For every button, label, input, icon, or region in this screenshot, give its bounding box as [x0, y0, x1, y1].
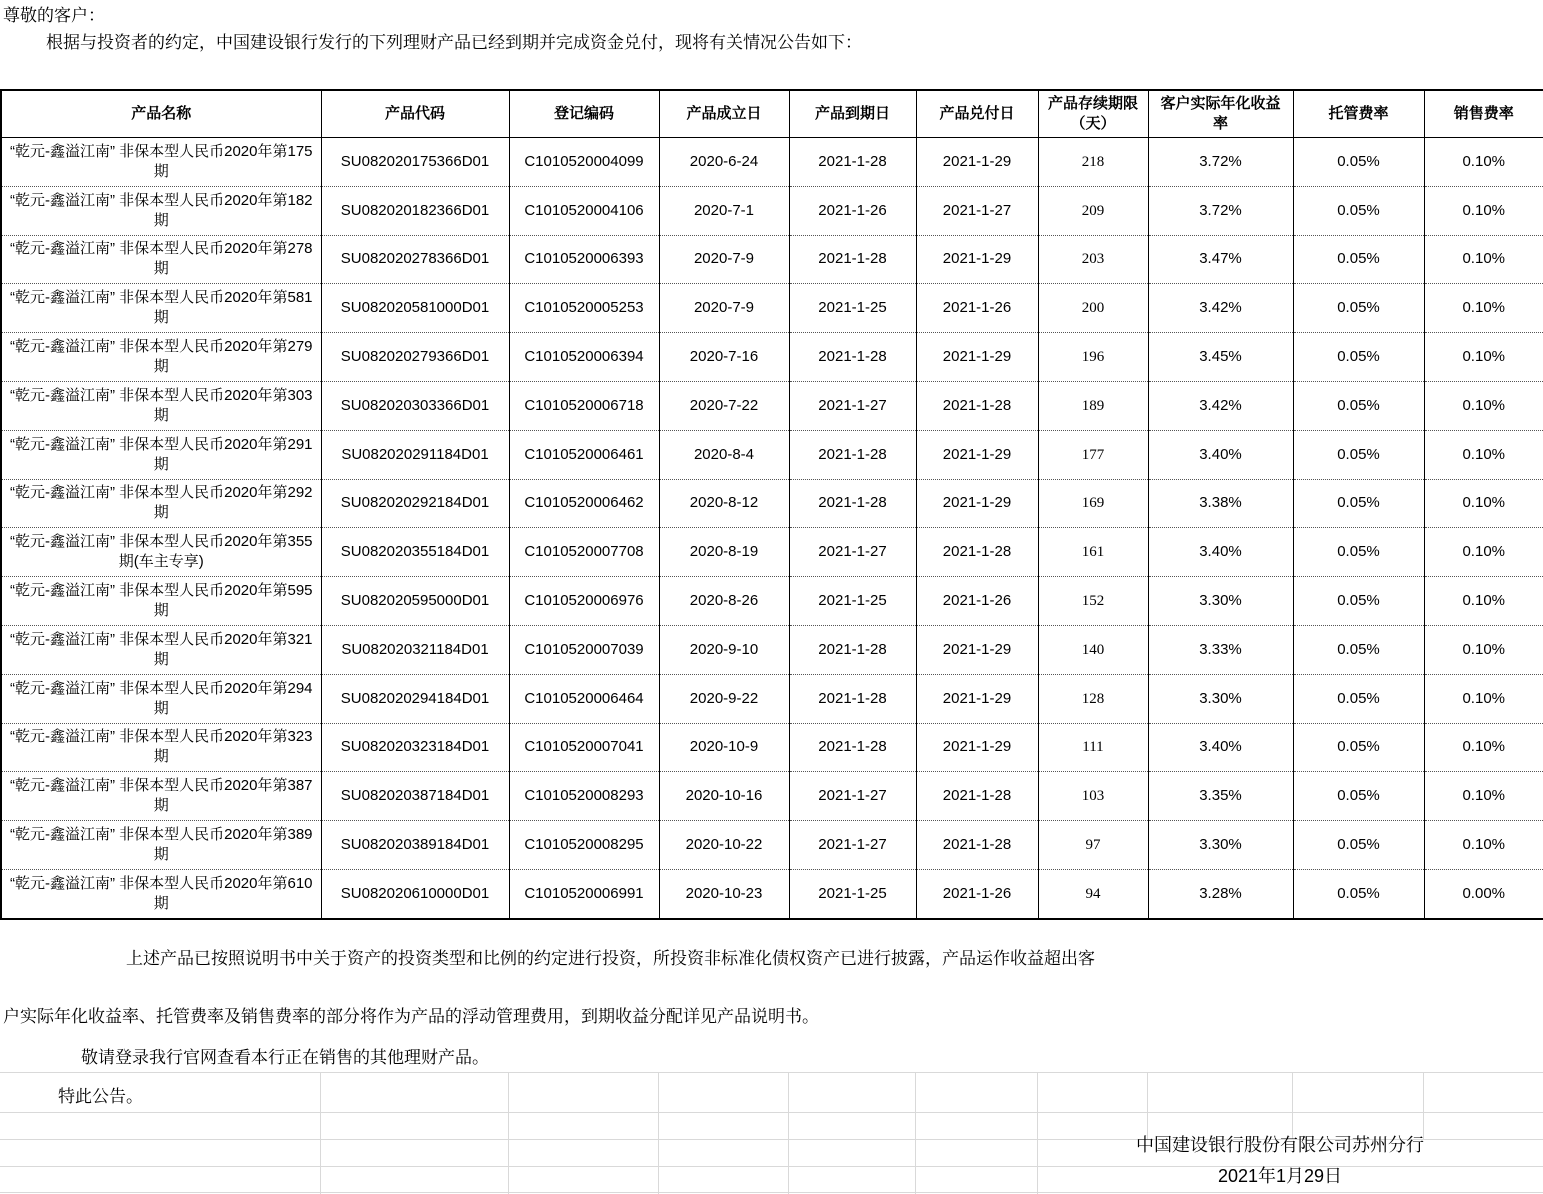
cell-registration-code: C1010520004099 [509, 138, 659, 187]
cell-maturity-date: 2021-1-25 [789, 577, 916, 626]
cell-registration-code: C1010520006718 [509, 381, 659, 430]
gridline [1292, 1072, 1293, 1139]
table-row [1, 723, 1543, 772]
cell-product-code: SU082020294184D01 [321, 674, 509, 723]
footer-paragraph-1: 上述产品已按照说明书中关于资产的投资类型和比例的约定进行投资，所投资非标准化债权资产已进行披露，产品运作收益超出客 [126, 949, 1095, 968]
cell-registration-code: C1010520008293 [509, 772, 659, 821]
cell-product-code: SU082020292184D01 [321, 479, 509, 528]
cell-annualized-yield: 3.38% [1148, 479, 1293, 528]
cell-start-date: 2020-9-22 [659, 674, 789, 723]
cell-registration-code: C1010520006991 [509, 869, 659, 918]
cell-duration-days: 203 [1038, 235, 1148, 284]
cell-maturity-date: 2021-1-25 [789, 869, 916, 918]
cell-duration-days: 152 [1038, 577, 1148, 626]
cell-start-date: 2020-8-19 [659, 528, 789, 577]
cell-annualized-yield: 3.72% [1148, 138, 1293, 187]
table-row [1, 333, 1543, 382]
cell-payment-date: 2021-1-29 [916, 625, 1038, 674]
cell-registration-code: C1010520006976 [509, 577, 659, 626]
cell-start-date: 2020-8-4 [659, 430, 789, 479]
cell-duration-days: 218 [1038, 138, 1148, 187]
cell-product-name: “乾元-鑫溢江南” 非保本型人民币2020年第595期 [1, 577, 321, 626]
cell-duration-days: 111 [1038, 723, 1148, 772]
col-header-custody-fee: 托管费率 [1293, 90, 1424, 138]
cell-payment-date: 2021-1-26 [916, 577, 1038, 626]
cell-annualized-yield: 3.30% [1148, 674, 1293, 723]
cell-payment-date: 2021-1-28 [916, 528, 1038, 577]
table-row [1, 772, 1543, 821]
cell-custody-fee: 0.05% [1293, 138, 1424, 187]
cell-sales-fee: 0.10% [1424, 333, 1543, 382]
cell-start-date: 2020-10-22 [659, 821, 789, 870]
cell-custody-fee: 0.05% [1293, 625, 1424, 674]
cell-registration-code: C1010520004106 [509, 186, 659, 235]
cell-product-name: “乾元-鑫溢江南” 非保本型人民币2020年第323期 [1, 723, 321, 772]
cell-duration-days: 94 [1038, 869, 1148, 918]
cell-registration-code: C1010520006461 [509, 430, 659, 479]
cell-maturity-date: 2021-1-28 [789, 674, 916, 723]
cell-sales-fee: 0.10% [1424, 625, 1543, 674]
gridline [915, 1072, 916, 1194]
table-row [1, 284, 1543, 333]
cell-registration-code: C1010520006462 [509, 479, 659, 528]
gridline [0, 1192, 1543, 1193]
cell-product-name: “乾元-鑫溢江南” 非保本型人民币2020年第278期 [1, 235, 321, 284]
cell-sales-fee: 0.10% [1424, 821, 1543, 870]
cell-product-name: “乾元-鑫溢江南” 非保本型人民币2020年第294期 [1, 674, 321, 723]
cell-annualized-yield: 3.30% [1148, 821, 1293, 870]
col-header-product-name: 产品名称 [1, 90, 321, 138]
table-row [1, 528, 1543, 577]
gridline [320, 1072, 321, 1194]
table-row [1, 430, 1543, 479]
cell-payment-date: 2021-1-28 [916, 772, 1038, 821]
table-row [1, 186, 1543, 235]
cell-duration-days: 189 [1038, 381, 1148, 430]
header-row [1, 90, 1543, 138]
gridline [658, 1072, 659, 1194]
cell-annualized-yield: 3.28% [1148, 869, 1293, 918]
cell-custody-fee: 0.05% [1293, 235, 1424, 284]
cell-registration-code: C1010520006464 [509, 674, 659, 723]
cell-maturity-date: 2021-1-28 [789, 723, 916, 772]
cell-payment-date: 2021-1-26 [916, 284, 1038, 333]
cell-annualized-yield: 3.47% [1148, 235, 1293, 284]
col-header-maturity-date: 产品到期日 [789, 90, 916, 138]
cell-registration-code: C1010520007041 [509, 723, 659, 772]
cell-registration-code: C1010520006394 [509, 333, 659, 382]
footer-paragraph-4: 特此公告。 [58, 1087, 143, 1106]
cell-duration-days: 103 [1038, 772, 1148, 821]
cell-payment-date: 2021-1-27 [916, 186, 1038, 235]
cell-sales-fee: 0.10% [1424, 381, 1543, 430]
cell-product-name: “乾元-鑫溢江南” 非保本型人民币2020年第581期 [1, 284, 321, 333]
cell-start-date: 2020-8-12 [659, 479, 789, 528]
cell-maturity-date: 2021-1-28 [789, 479, 916, 528]
cell-product-code: SU082020182366D01 [321, 186, 509, 235]
cell-maturity-date: 2021-1-28 [789, 138, 916, 187]
cell-payment-date: 2021-1-28 [916, 381, 1038, 430]
cell-start-date: 2020-9-10 [659, 625, 789, 674]
cell-duration-days: 128 [1038, 674, 1148, 723]
cell-maturity-date: 2021-1-25 [789, 284, 916, 333]
cell-maturity-date: 2021-1-28 [789, 235, 916, 284]
cell-start-date: 2020-7-16 [659, 333, 789, 382]
gridline [0, 1072, 1543, 1073]
cell-product-code: SU082020279366D01 [321, 333, 509, 382]
cell-sales-fee: 0.10% [1424, 528, 1543, 577]
cell-annualized-yield: 3.42% [1148, 381, 1293, 430]
cell-product-code: SU082020389184D01 [321, 821, 509, 870]
cell-duration-days: 97 [1038, 821, 1148, 870]
cell-start-date: 2020-6-24 [659, 138, 789, 187]
cell-product-code: SU082020355184D01 [321, 528, 509, 577]
cell-sales-fee: 0.10% [1424, 284, 1543, 333]
cell-payment-date: 2021-1-29 [916, 333, 1038, 382]
cell-maturity-date: 2021-1-28 [789, 333, 916, 382]
cell-product-code: SU082020323184D01 [321, 723, 509, 772]
col-header-duration-days: 产品存续期限（天） [1038, 90, 1148, 138]
cell-annualized-yield: 3.45% [1148, 333, 1293, 382]
cell-annualized-yield: 3.40% [1148, 430, 1293, 479]
issuer-signature: 中国建设银行股份有限公司苏州分行 [1136, 1135, 1424, 1155]
cell-maturity-date: 2021-1-27 [789, 528, 916, 577]
cell-payment-date: 2021-1-29 [916, 479, 1038, 528]
cell-start-date: 2020-10-16 [659, 772, 789, 821]
cell-custody-fee: 0.05% [1293, 772, 1424, 821]
cell-registration-code: C1010520005253 [509, 284, 659, 333]
cell-payment-date: 2021-1-29 [916, 723, 1038, 772]
cell-sales-fee: 0.10% [1424, 772, 1543, 821]
cell-product-name: “乾元-鑫溢江南” 非保本型人民币2020年第291期 [1, 430, 321, 479]
cell-sales-fee: 0.10% [1424, 577, 1543, 626]
cell-annualized-yield: 3.33% [1148, 625, 1293, 674]
cell-sales-fee: 0.10% [1424, 723, 1543, 772]
cell-product-code: SU082020321184D01 [321, 625, 509, 674]
cell-maturity-date: 2021-1-28 [789, 625, 916, 674]
table-row [1, 674, 1543, 723]
cell-custody-fee: 0.05% [1293, 723, 1424, 772]
cell-custody-fee: 0.05% [1293, 869, 1424, 918]
cell-product-code: SU082020303366D01 [321, 381, 509, 430]
cell-payment-date: 2021-1-29 [916, 235, 1038, 284]
col-header-registration-code: 登记编码 [509, 90, 659, 138]
cell-product-code: SU082020387184D01 [321, 772, 509, 821]
cell-start-date: 2020-8-26 [659, 577, 789, 626]
cell-product-code: SU082020595000D01 [321, 577, 509, 626]
cell-product-name: “乾元-鑫溢江南” 非保本型人民币2020年第182期 [1, 186, 321, 235]
table-row [1, 869, 1543, 918]
announcement-date: 2021年1月29日 [1217, 1166, 1343, 1186]
cell-maturity-date: 2021-1-27 [789, 772, 916, 821]
cell-duration-days: 196 [1038, 333, 1148, 382]
cell-registration-code: C1010520008295 [509, 821, 659, 870]
cell-start-date: 2020-10-9 [659, 723, 789, 772]
cell-maturity-date: 2021-1-27 [789, 821, 916, 870]
cell-product-name: “乾元-鑫溢江南” 非保本型人民币2020年第321期 [1, 625, 321, 674]
cell-custody-fee: 0.05% [1293, 528, 1424, 577]
cell-product-code: SU082020291184D01 [321, 430, 509, 479]
cell-custody-fee: 0.05% [1293, 577, 1424, 626]
gridline [0, 1112, 1543, 1113]
cell-annualized-yield: 3.72% [1148, 186, 1293, 235]
cell-product-name: “乾元-鑫溢江南” 非保本型人民币2020年第303期 [1, 381, 321, 430]
cell-payment-date: 2021-1-28 [916, 821, 1038, 870]
cell-custody-fee: 0.05% [1293, 821, 1424, 870]
products-table [0, 89, 1543, 920]
table-row [1, 821, 1543, 870]
cell-payment-date: 2021-1-29 [916, 430, 1038, 479]
cell-registration-code: C1010520007708 [509, 528, 659, 577]
col-header-payment-date: 产品兑付日 [916, 90, 1038, 138]
cell-sales-fee: 0.10% [1424, 430, 1543, 479]
cell-custody-fee: 0.05% [1293, 674, 1424, 723]
col-header-sales-fee: 销售费率 [1424, 90, 1543, 138]
footer-paragraph-3: 敬请登录我行官网查看本行正在销售的其他理财产品。 [81, 1048, 489, 1067]
footer-paragraph-2: 户实际年化收益率、托管费率及销售费率的部分将作为产品的浮动管理费用，到期收益分配详见产品说明书。 [3, 1007, 819, 1026]
cell-registration-code: C1010520006393 [509, 235, 659, 284]
cell-product-code: SU082020278366D01 [321, 235, 509, 284]
cell-maturity-date: 2021-1-27 [789, 381, 916, 430]
col-header-start-date: 产品成立日 [659, 90, 789, 138]
cell-sales-fee: 0.10% [1424, 235, 1543, 284]
cell-annualized-yield: 3.30% [1148, 577, 1293, 626]
cell-duration-days: 177 [1038, 430, 1148, 479]
cell-product-code: SU082020175366D01 [321, 138, 509, 187]
cell-registration-code: C1010520007039 [509, 625, 659, 674]
cell-sales-fee: 0.10% [1424, 138, 1543, 187]
cell-sales-fee: 0.00% [1424, 869, 1543, 918]
cell-product-name: “乾元-鑫溢江南” 非保本型人民币2020年第610期 [1, 869, 321, 918]
cell-start-date: 2020-10-23 [659, 869, 789, 918]
cell-payment-date: 2021-1-29 [916, 674, 1038, 723]
cell-custody-fee: 0.05% [1293, 479, 1424, 528]
cell-duration-days: 140 [1038, 625, 1148, 674]
cell-annualized-yield: 3.40% [1148, 528, 1293, 577]
cell-duration-days: 209 [1038, 186, 1148, 235]
cell-start-date: 2020-7-9 [659, 284, 789, 333]
cell-product-code: SU082020581000D01 [321, 284, 509, 333]
cell-start-date: 2020-7-9 [659, 235, 789, 284]
cell-annualized-yield: 3.42% [1148, 284, 1293, 333]
gridline [1423, 1072, 1424, 1139]
cell-duration-days: 161 [1038, 528, 1148, 577]
cell-custody-fee: 0.05% [1293, 381, 1424, 430]
cell-payment-date: 2021-1-26 [916, 869, 1038, 918]
cell-maturity-date: 2021-1-28 [789, 430, 916, 479]
gridline [1147, 1072, 1148, 1139]
cell-maturity-date: 2021-1-26 [789, 186, 916, 235]
cell-payment-date: 2021-1-29 [916, 138, 1038, 187]
table-row [1, 625, 1543, 674]
cell-duration-days: 200 [1038, 284, 1148, 333]
col-header-product-code: 产品代码 [321, 90, 509, 138]
gridline [508, 1072, 509, 1194]
cell-product-name: “乾元-鑫溢江南” 非保本型人民币2020年第355期(车主专享) [1, 528, 321, 577]
cell-product-name: “乾元-鑫溢江南” 非保本型人民币2020年第175期 [1, 138, 321, 187]
cell-sales-fee: 0.10% [1424, 479, 1543, 528]
cell-sales-fee: 0.10% [1424, 674, 1543, 723]
gridline [788, 1072, 789, 1194]
cell-product-name: “乾元-鑫溢江南” 非保本型人民币2020年第387期 [1, 772, 321, 821]
col-header-annualized-yield: 客户实际年化收益率 [1148, 90, 1293, 138]
cell-custody-fee: 0.05% [1293, 333, 1424, 382]
cell-sales-fee: 0.10% [1424, 186, 1543, 235]
cell-annualized-yield: 3.40% [1148, 723, 1293, 772]
cell-product-name: “乾元-鑫溢江南” 非保本型人民币2020年第279期 [1, 333, 321, 382]
cell-product-code: SU082020610000D01 [321, 869, 509, 918]
cell-custody-fee: 0.05% [1293, 186, 1424, 235]
table-row [1, 479, 1543, 528]
intro-paragraph: 根据与投资者的约定，中国建设银行发行的下列理财产品已经到期并完成资金兑付，现将有关情况公告如下： [46, 33, 862, 52]
cell-custody-fee: 0.05% [1293, 284, 1424, 333]
cell-start-date: 2020-7-22 [659, 381, 789, 430]
cell-custody-fee: 0.05% [1293, 430, 1424, 479]
cell-annualized-yield: 3.35% [1148, 772, 1293, 821]
cell-start-date: 2020-7-1 [659, 186, 789, 235]
cell-duration-days: 169 [1038, 479, 1148, 528]
table-row [1, 577, 1543, 626]
table-row [1, 381, 1543, 430]
cell-product-name: “乾元-鑫溢江南” 非保本型人民币2020年第389期 [1, 821, 321, 870]
salutation: 尊敬的客户： [3, 6, 105, 25]
table-row [1, 138, 1543, 187]
cell-product-name: “乾元-鑫溢江南” 非保本型人民币2020年第292期 [1, 479, 321, 528]
table-row [1, 235, 1543, 284]
